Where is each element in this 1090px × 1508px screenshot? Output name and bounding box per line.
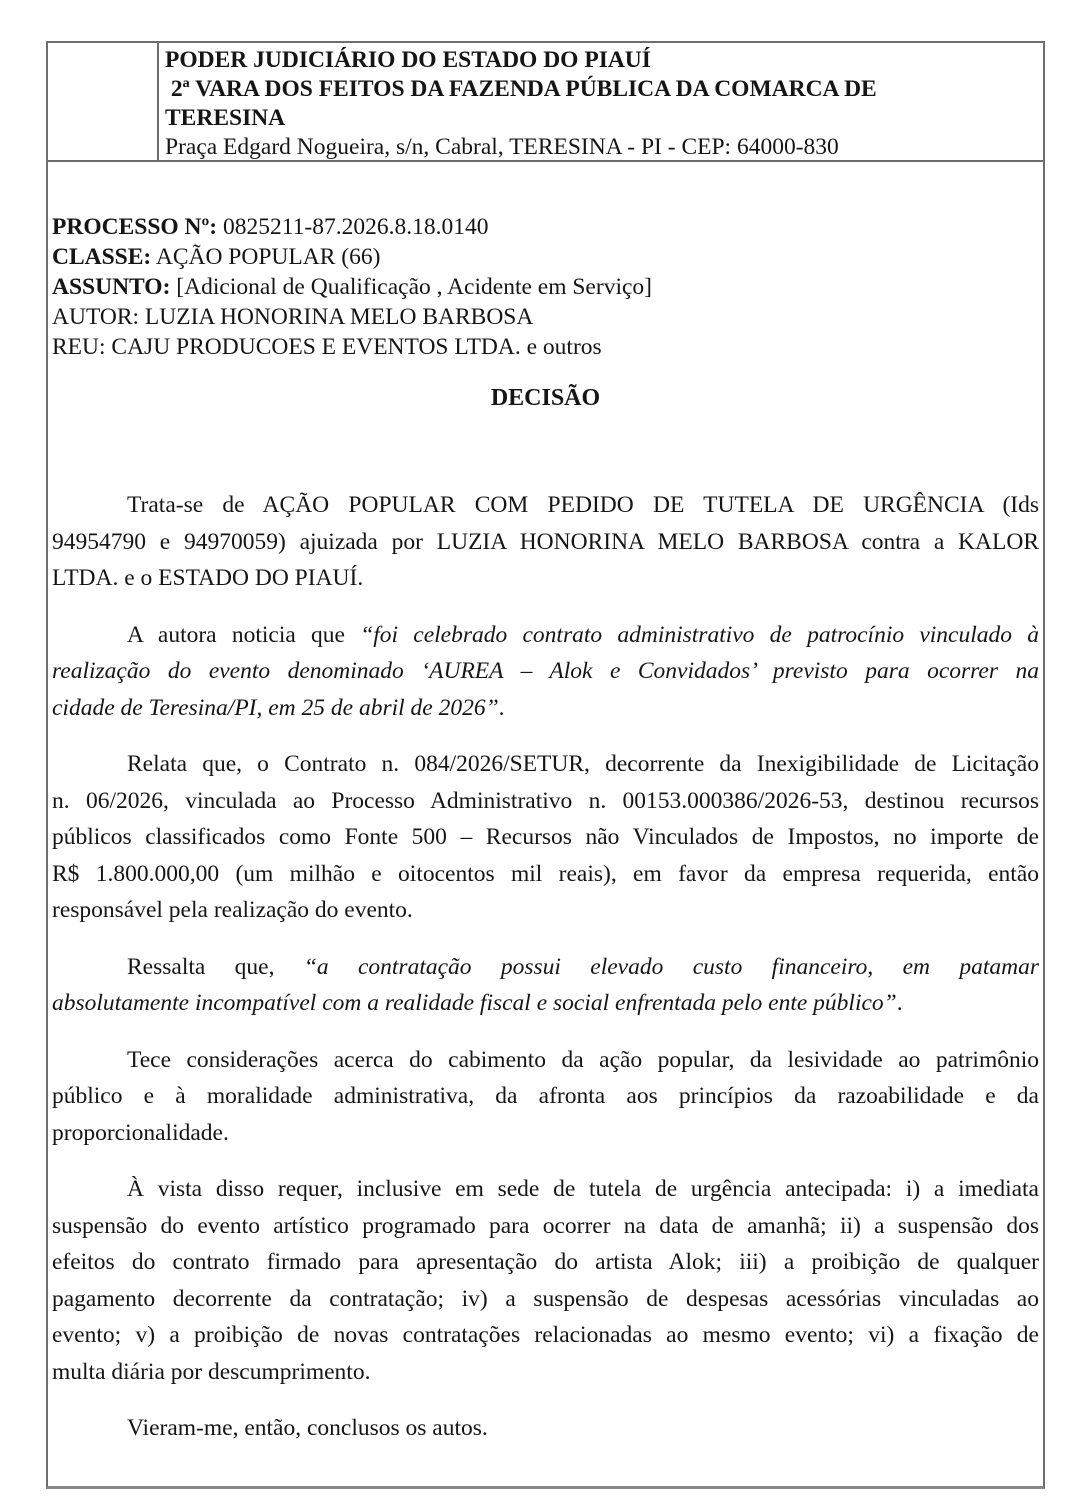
text-segment: A autora noticia que [127,621,361,648]
paragraph-line [52,819,1039,856]
text-segment: “a contratação possui elevado custo financeiro, em patamar [303,953,1039,980]
paragraph-line [52,524,1039,561]
text-segment: públicos classificados como Fonte 500 – Recursos não Vinculados de Impostos, no importe de [52,824,1039,850]
paragraph [52,1171,1039,1390]
text-segment: suspensão do evento artístico programado para ocorrer na data de amanhã; ii) a suspensão dos [52,1212,1039,1239]
paragraph-line [52,985,1039,1022]
paragraph [52,1410,1039,1447]
letterhead-line: TERESINA [165,105,286,131]
paragraph-line [52,560,1039,597]
decision-paragraphs [52,487,1039,1447]
paragraph-line [52,1281,1039,1318]
paragraph [52,487,1039,597]
text-segment: À vista disso requer, inclusive em sede de tutela de urgência antecipada: i) a imediata [127,1176,1039,1202]
text-segment: LTDA. e o ESTADO DO PIAUÍ. [52,565,364,591]
text-segment: Trata-se de AÇÃO POPULAR COM PEDIDO DE TUTELA DE URGÊNCIA (Ids [127,492,1039,518]
case-info-line [52,302,1039,332]
paragraph-line [52,892,1039,929]
text-segment: responsável pela realização do evento. [52,897,413,923]
text-segment: pagamento decorrente da contratação; iv) a suspensão de despesas acessórias vinculadas ao [52,1285,1039,1312]
text-segment: Ressalta que, [127,953,304,980]
case-info-line [52,242,1039,272]
paragraph-line [52,1115,1039,1152]
text-segment: [Adicional de Qualificação , Acidente em Serviço] [170,274,652,300]
text-segment: Vieram-me, então, conclusos os autos. [127,1415,488,1441]
text-segment: proporcionalidade. [52,1119,229,1146]
case-info [52,212,1039,362]
letterhead-line: 2ª VARA DOS FEITOS DA FAZENDA PÚBLICA DA COMARCA DE [165,76,877,102]
text-segment: público e à moralidade administrativa, da afronta aos princípios da razoabilidade e da [52,1083,1039,1109]
letterhead-line: PODER JUDICIÁRIO DO ESTADO DO PIAUÍ [165,47,651,73]
decision-title: DECISÃO [490,385,601,411]
text-segment: realização do evento denominado ‘AUREA – Alok e Convidados’ previsto para ocorrer na [52,658,1039,684]
case-info-line [52,272,1039,302]
coat-of-arms-placeholder [48,43,159,160]
text-segment: ASSUNTO: [52,274,171,300]
text-segment: PROCESSO Nº: [52,214,218,240]
paragraph-line [52,1354,1039,1391]
text-segment: REU: CAJU PRODUCOES E EVENTOS LTDA. e outros [52,334,602,360]
text-segment: . [896,990,903,1016]
text-segment: . [498,694,505,721]
text-segment: evento; v) a proibição de novas contratações relacionadas ao mesmo evento; vi) a fixação de [52,1322,1039,1348]
document-body [48,212,1043,1447]
paragraph-line [52,1078,1039,1115]
text-segment: absolutamente incompatível com a realidade fiscal e social enfrentada pelo ente público” [52,990,897,1016]
case-info-line [52,332,1039,362]
text-segment: efeitos do contrato firmado para apresentação do artista Alok; iii) a proibição de qualquer [52,1249,1039,1275]
paragraph-line [52,690,1039,727]
paragraph-line [52,1410,1039,1447]
text-segment: multa diária por descumprimento. [52,1358,371,1385]
text-segment: R$ 1.800.000,00 (um milhão e oitocentos mil reais), em favor da empresa requerida, então [52,860,1039,887]
paragraph-line [52,783,1039,820]
paragraph-line [52,1244,1039,1281]
paragraph-line [52,856,1039,893]
text-segment: 94954790 e 94970059) ajuizada por LUZIA HONORINA MELO BARBOSA contra a KALOR [52,528,1039,555]
letterhead-line: Praça Edgard Nogueira, s/n, Cabral, TERESINA - PI - CEP: 64000-830 [165,134,839,160]
document-frame [46,41,1045,1489]
text-segment: cidade de Teresina/PI, em 25 de abril de 2026” [52,694,499,721]
paragraph [52,1042,1039,1152]
court-header [159,43,1043,160]
paragraph-line [52,746,1039,783]
text-segment: AÇÃO POPULAR (66) [151,244,381,270]
text-segment: 0825211-87.2026.8.18.0140 [217,214,489,240]
text-segment: n. 06/2026, vinculada ao Processo Administrativo n. 00153.000386/2026-53, destinou recursos [52,787,1039,814]
paragraph [52,746,1039,929]
paragraph-line [52,949,1039,986]
case-info-line [52,212,1039,242]
text-segment: Tece considerações acerca do cabimento da ação popular, da lesividade ao patrimônio [127,1046,1039,1073]
text-segment: CLASSE: [52,244,152,270]
letterhead [48,43,1043,162]
text-segment: AUTOR: LUZIA HONORINA MELO BARBOSA [52,304,534,330]
paragraph-line [52,1171,1039,1208]
paragraph-line [52,617,1039,654]
paragraph-line [52,1042,1039,1079]
paragraph-line [52,1317,1039,1354]
paragraph [52,617,1039,727]
paragraph-line [52,1208,1039,1245]
text-segment: “foi celebrado contrato administrativo de patrocínio vinculado à [360,621,1039,648]
text-segment: Relata que, o Contrato n. 084/2026/SETUR, decorrente da Inexigibilidade de Licitação [127,751,1039,777]
paragraph [52,949,1039,1022]
paragraph-line [52,487,1039,524]
paragraph-line [52,653,1039,690]
